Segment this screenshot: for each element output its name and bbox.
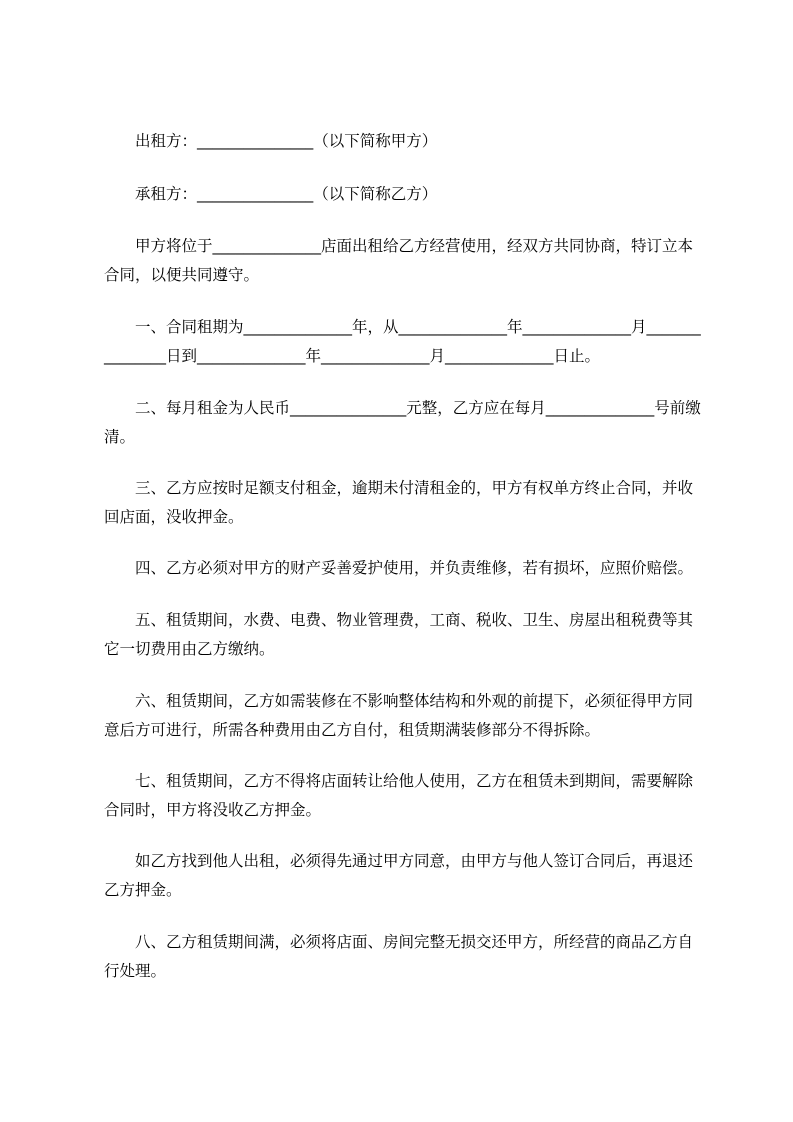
clause-transfer: 七、租赁期间，乙方不得将店面转让给他人使用，乙方在租赁未到期间，需要解除合同时，甲方将没收乙方押金。 — [104, 772, 694, 819]
clause-rent-payment: 三、乙方应按时足额支付租金，逾期未付清租金的，甲方有权单方终止合同，并收回店面，没收押金。 — [104, 479, 694, 526]
clause-monthly-rent: 二、每月租金为人民币_______________元整，乙方应在每月______________号前缴清。 — [104, 399, 701, 446]
intro-paragraph: 甲方将位于______________店面出租给乙方经营使用，经双方共同协商，特订立本合同，以便共同遵守。 — [104, 237, 694, 284]
clause-property-care: 四、乙方必须对甲方的财产妥善爱护使用，并负责维修，若有损坏，应照价赔偿。 — [135, 559, 694, 577]
clause-sublease: 如乙方找到他人出租，必须得先通过甲方同意，由甲方与他人签订合同后，再退还乙方押金。 — [104, 852, 694, 899]
clause-renovation: 六、租赁期间，乙方如需装修在不影响整体结构和外观的前提下，必须征得甲方同意后方可进行，所需各种费用由乙方自付，租赁期满装修部分不得拆除。 — [104, 692, 694, 739]
clause-lease-term: 一、合同租期为______________年，从______________年______________月_______________日到______________年______________月______________日止。 — [104, 318, 701, 365]
clause-lease-end: 八、乙方租赁期间满，必须将店面、房间完整无损交还甲方，所经营的商品乙方自行处理。 — [104, 933, 694, 980]
lessor-line: 出租方：_______________（以下简称甲方） — [135, 132, 438, 150]
clause-fees: 五、租赁期间，水费、电费、物业管理费，工商、税收、卫生、房屋出租税费等其它一切费用由乙方缴纳。 — [104, 611, 694, 658]
lessee-line: 承租方：_______________（以下简称乙方） — [135, 185, 438, 203]
